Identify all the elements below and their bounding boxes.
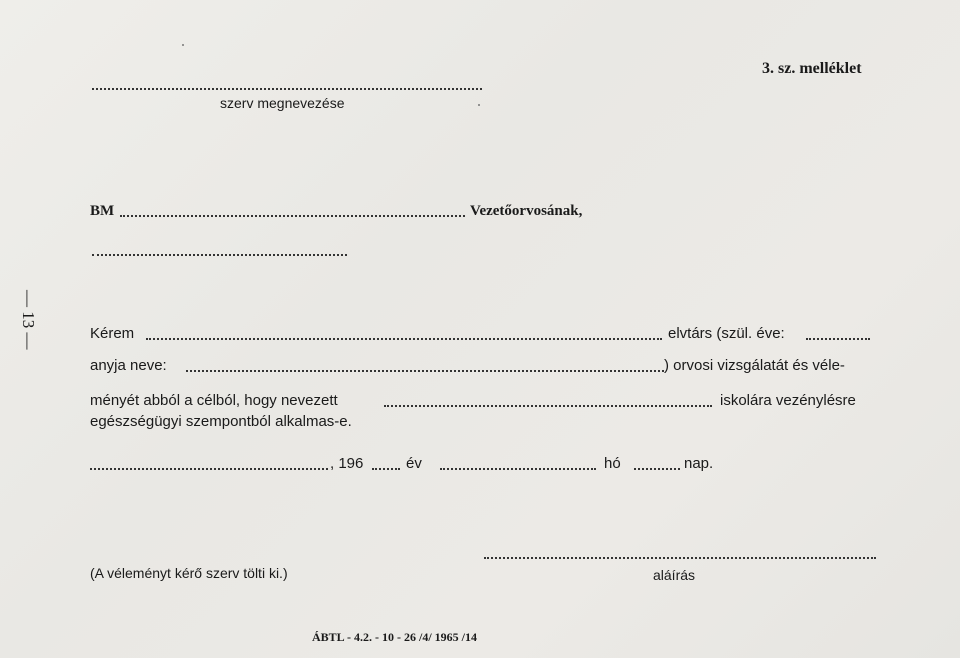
month-word: hó [604, 455, 621, 472]
month-blank[interactable] [440, 468, 596, 470]
address-suffix: Vezetőorvosának, [470, 203, 583, 219]
medical-exam-text: ) orvosi vizsgálatát és véle- [664, 357, 845, 374]
org-name-blank[interactable] [92, 88, 482, 90]
request-word: Kérem [90, 325, 135, 342]
page-marker: — 13 — [19, 290, 38, 350]
appendix-label: 3. sz. melléklet [762, 60, 862, 77]
address-prefix: BM [90, 203, 115, 219]
day-blank[interactable] [634, 468, 680, 470]
signature-caption: aláírás [653, 567, 696, 583]
day-word: nap. [684, 455, 714, 472]
year-blank[interactable] [372, 468, 400, 470]
year-word: év [406, 455, 422, 472]
mother-name-label: anyja neve: [90, 357, 167, 374]
paper-speck [182, 44, 184, 46]
school-blank[interactable] [384, 405, 712, 407]
archive-reference: ÁBTL - 4.2. - 10 - 26 /4/ 1965 /14 [312, 630, 478, 644]
opinion-purpose-text: ményét abból a célból, hogy nevezett [90, 392, 338, 409]
mother-name-blank[interactable] [186, 370, 664, 372]
person-name-blank[interactable] [146, 338, 662, 340]
comrade-birth-label: elvtárs (szül. éve: [668, 325, 785, 342]
signature-blank[interactable] [484, 557, 876, 559]
school-assignment-text: iskolára vezénylésre [720, 392, 856, 409]
address-extra-blank[interactable] [92, 254, 347, 256]
year-prefix: , 196 [330, 455, 364, 472]
place-blank[interactable] [90, 468, 328, 470]
health-fitness-text: egészségügyi szempontból alkalmas-e. [90, 413, 352, 430]
paper-speck [478, 104, 480, 106]
birth-year-blank[interactable] [806, 338, 870, 340]
bm-unit-blank[interactable] [120, 215, 465, 217]
filled-by-note: (A véleményt kérő szerv tölti ki.) [90, 565, 288, 581]
org-name-caption: szerv megnevezése [220, 95, 345, 111]
